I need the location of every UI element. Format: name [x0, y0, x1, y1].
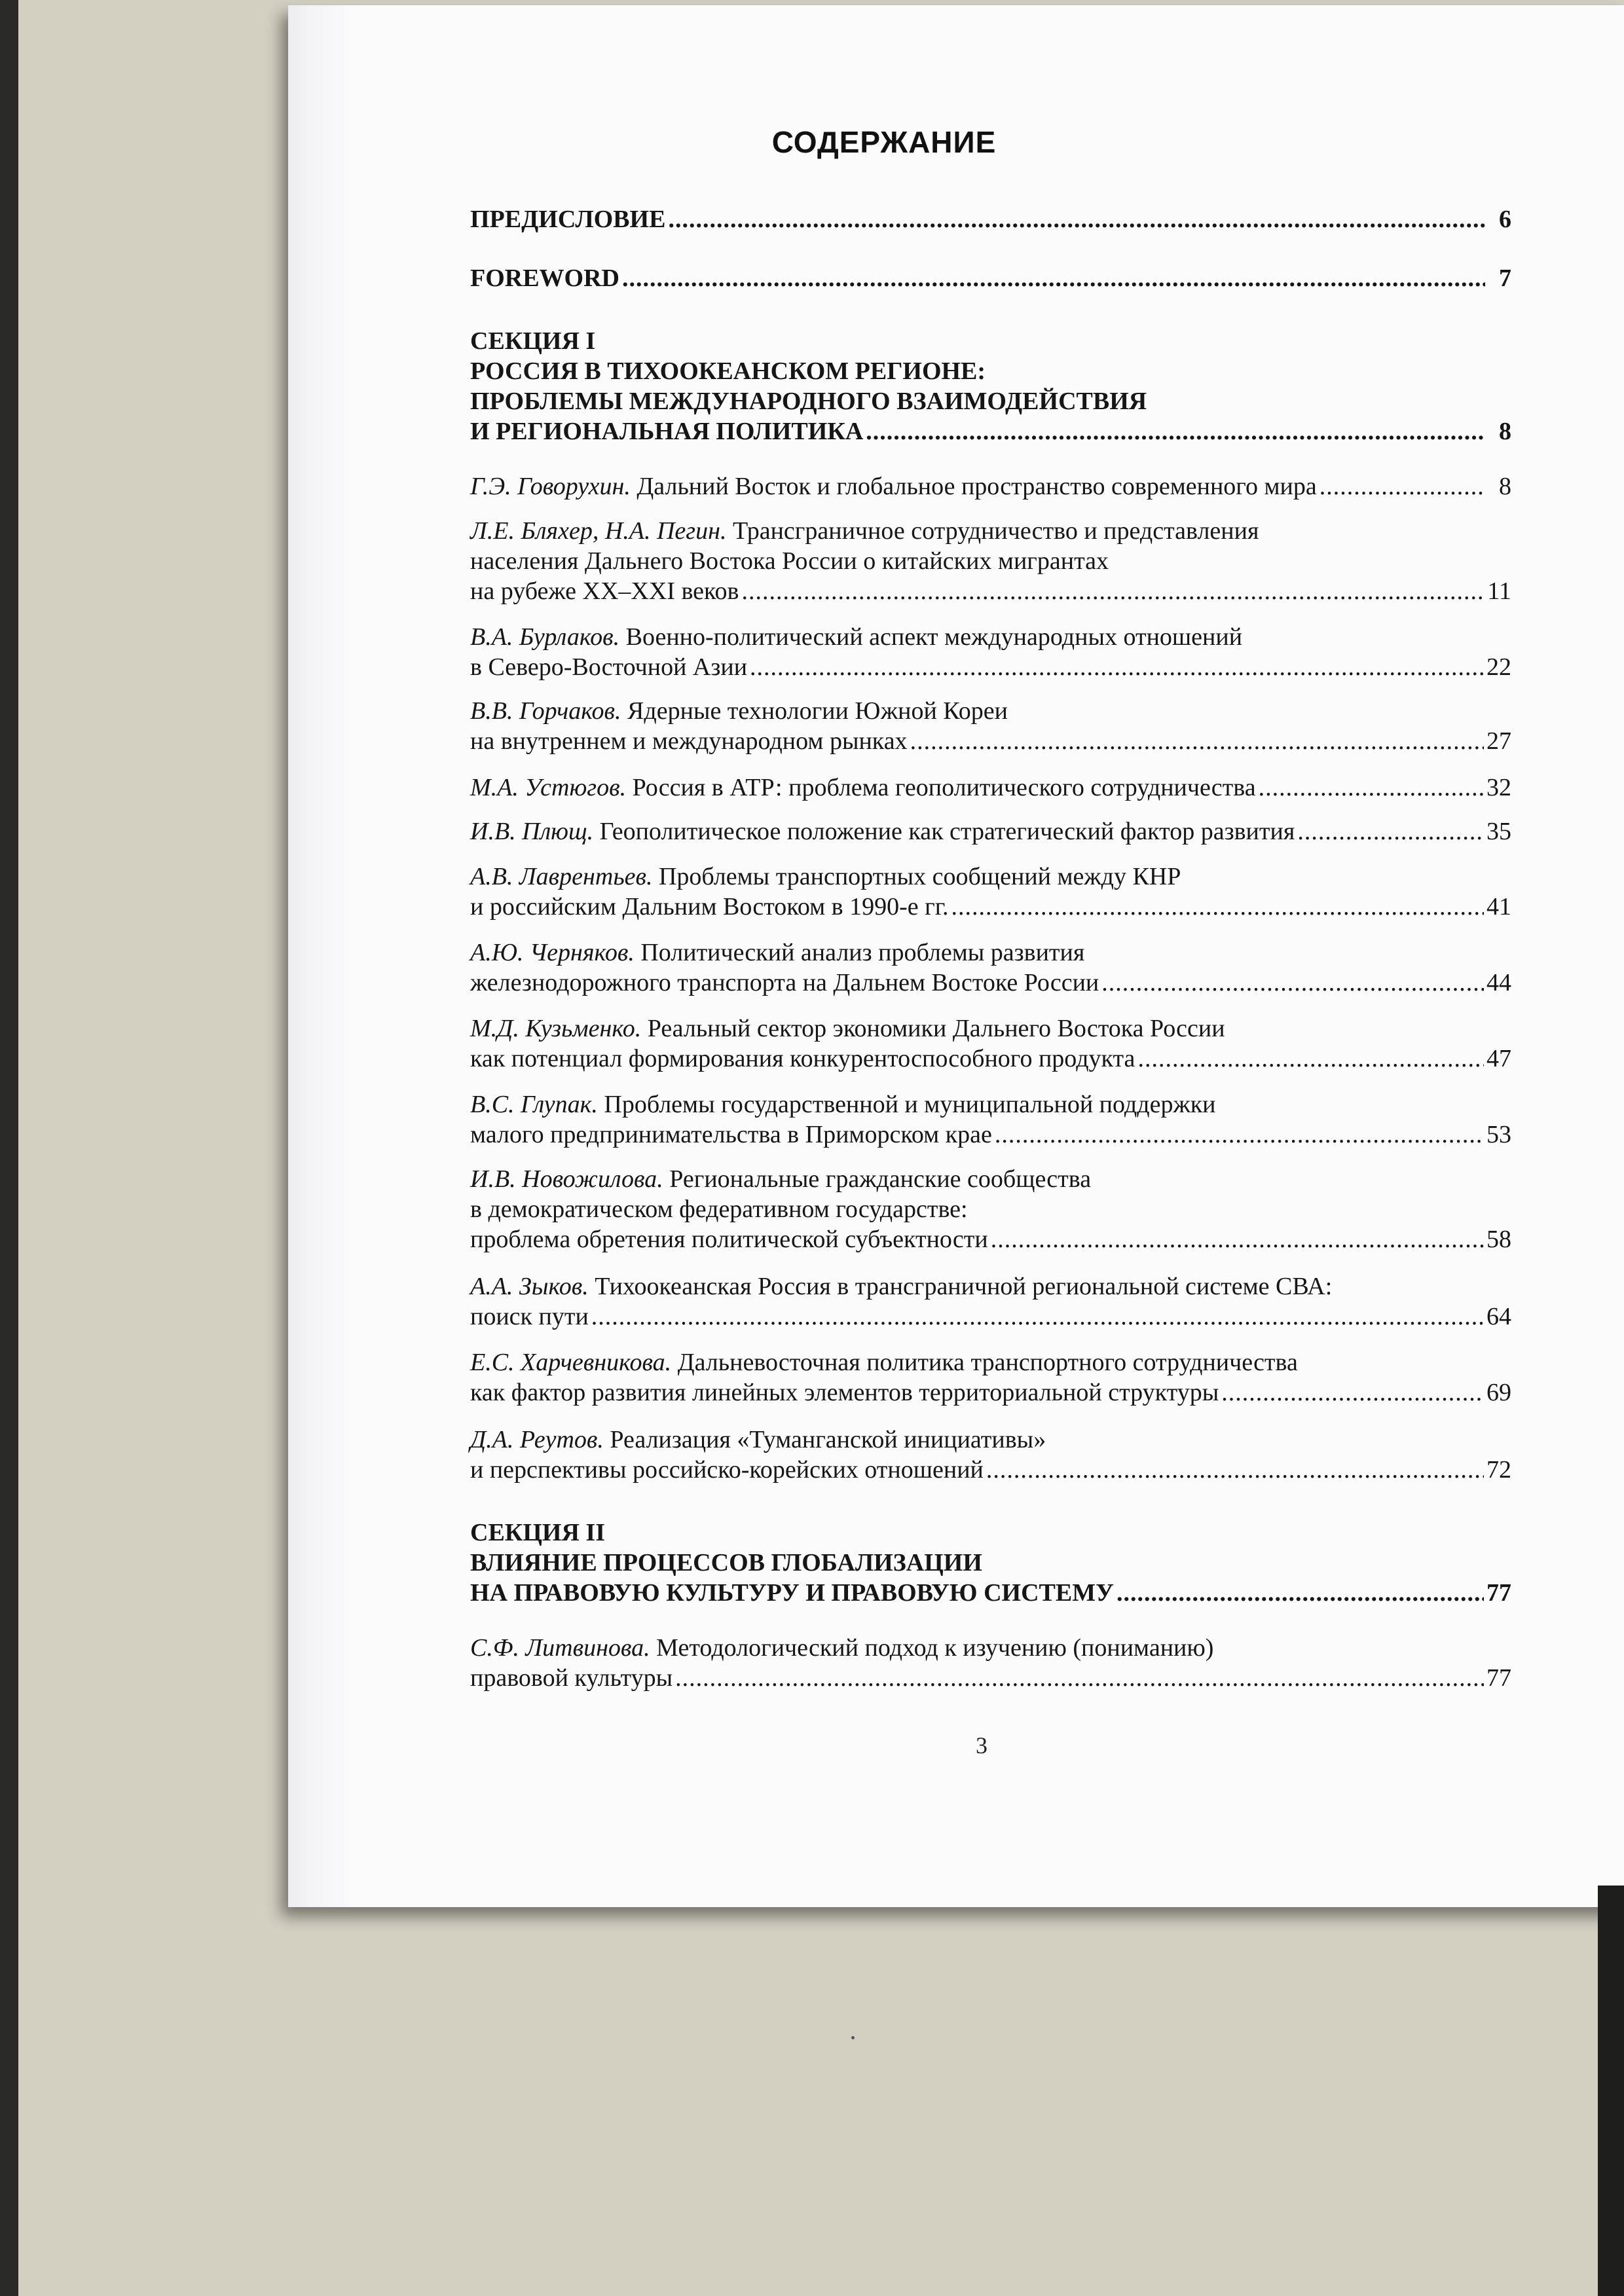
- entry-page: 8: [1499, 418, 1511, 445]
- dot-leader: [1116, 1578, 1484, 1608]
- entry-title-line: Трансграничное сотрудничество и представления: [726, 517, 1259, 545]
- entry-title: FOREWORD: [470, 264, 619, 292]
- entry-author: И.В. Новожилова.: [470, 1165, 663, 1193]
- entry-title: И РЕГИОНАЛЬНАЯ ПОЛИТИКА: [470, 418, 864, 445]
- entry-page: 69: [1486, 1379, 1511, 1406]
- entry-page: 11: [1487, 577, 1511, 605]
- dot-leader: [675, 1663, 1484, 1693]
- entry-title-line: населения Дальнего Востока России о китайских мигрантах: [470, 547, 1109, 575]
- dot-leader: [622, 263, 1485, 293]
- toc-entry: [470, 1347, 1511, 1408]
- entry-title-line: Региональные гражданские сообщества: [663, 1165, 1092, 1193]
- toc-section-2: [470, 1518, 1511, 1608]
- entry-title-line: на рубеже XX–XXI веков: [470, 577, 739, 605]
- entry-title-line: правовой культуры: [470, 1664, 673, 1692]
- entry-title-line: Тихоокеанская Россия в трансграничной региональной системе СВА:: [588, 1273, 1333, 1300]
- entry-page: 6: [1499, 206, 1511, 233]
- section-heading-line: ПРОБЛЕМЫ МЕЖДУНАРОДНОГО ВЗАИМОДЕЙСТВИЯ: [470, 388, 1147, 415]
- entry-title-line: проблема обретения политической субъектности: [470, 1226, 988, 1253]
- dot-leader: [1137, 1044, 1484, 1074]
- dot-leader: [1101, 968, 1484, 998]
- entry-title-line: Политический анализ проблемы развития: [634, 939, 1085, 966]
- entry-author: С.Ф. Литвинова.: [470, 1634, 650, 1662]
- entry-author: Д.А. Реутов.: [470, 1426, 604, 1453]
- entry-page: 8: [1499, 473, 1511, 500]
- toc-entry: [470, 1089, 1511, 1150]
- entry-title-line: Реальный сектор экономики Дальнего Востока России: [641, 1015, 1225, 1042]
- toc-entry: [470, 1425, 1511, 1485]
- dot-leader: [1221, 1377, 1484, 1408]
- dot-leader: [995, 1120, 1484, 1150]
- dot-leader: [986, 1455, 1484, 1485]
- toc-entry-foreword: [470, 263, 1511, 293]
- toc-entry: [470, 1271, 1511, 1332]
- entry-author: В.С. Глупак.: [470, 1091, 598, 1118]
- entry-title-line: малого предпринимательства в Приморском крае: [470, 1121, 992, 1148]
- entry-title-line: Военно-политический аспект международных отношений: [619, 623, 1243, 651]
- entry-author: А.А. Зыков.: [470, 1273, 589, 1300]
- toc-section-1: [470, 326, 1511, 446]
- entry-page: 44: [1486, 969, 1511, 996]
- dot-leader: [910, 726, 1484, 756]
- entry-title-line: Методологический подход к изучению (пониманию): [650, 1634, 1214, 1662]
- entry-title-line: и перспективы российско-корейских отношений: [470, 1456, 984, 1484]
- entry-author: В.В. Горчаков.: [470, 697, 621, 725]
- toc-entry: [470, 696, 1511, 756]
- entry-title-line: в Северо-Восточной Азии: [470, 653, 748, 681]
- dot-leader: [591, 1302, 1484, 1332]
- toc-entry: [470, 471, 1511, 501]
- entry-page: 7: [1499, 264, 1511, 292]
- entry-title-line: в демократическом федеративном государстве:: [470, 1195, 968, 1223]
- toc-entry: [470, 773, 1511, 803]
- entry-page: 41: [1486, 893, 1511, 920]
- entry-title-line: поиск пути: [470, 1303, 589, 1330]
- entry-page: 77: [1486, 1664, 1511, 1692]
- dot-leader: [866, 416, 1485, 446]
- dot-leader: [1297, 816, 1484, 847]
- entry-author: Е.С. Харчевникова.: [470, 1349, 672, 1376]
- dot-leader: [742, 576, 1485, 606]
- entry-title-line: на внутреннем и международном рынках: [470, 727, 908, 755]
- dot-leader: [750, 652, 1484, 682]
- dot-leader: [1320, 471, 1485, 501]
- entry-title-line: Реализация «Туманганской инициативы»: [603, 1426, 1046, 1453]
- entry-author: Г.Э. Говорухин.: [470, 473, 631, 500]
- section-heading-line: СЕКЦИЯ I: [470, 327, 596, 355]
- toc-entry: [470, 816, 1511, 847]
- section-heading-line: СЕКЦИЯ II: [470, 1519, 605, 1546]
- dot-leader: [668, 204, 1485, 234]
- dot-leader: [1259, 773, 1484, 803]
- entry-title-line: Дальневосточная политика транспортного сотрудничества: [671, 1349, 1298, 1376]
- toc-entry: [470, 1633, 1511, 1693]
- toc-entry: [470, 516, 1511, 606]
- entry-title-line: Проблемы государственной и муниципальной поддержки: [597, 1091, 1216, 1118]
- entry-title-line: как потенциал формирования конкурентоспособного продукта: [470, 1045, 1135, 1072]
- toc-entry: [470, 1013, 1511, 1074]
- toc-entry: [470, 1164, 1511, 1254]
- entry-author: Л.Е. Бляхер, Н.А. Пегин.: [470, 517, 727, 545]
- section-heading-line: ВЛИЯНИЕ ПРОЦЕССОВ ГЛОБАЛИЗАЦИИ: [470, 1549, 982, 1576]
- toc-entry: [470, 862, 1511, 922]
- dot-leader: [951, 892, 1485, 922]
- page-number: 3: [976, 1732, 987, 1758]
- entry-title: Россия в АТР: проблема геополитического сотрудничества: [626, 774, 1256, 801]
- entry-author: А.Ю. Черняков.: [470, 939, 635, 966]
- page-title: СОДЕРЖАНИЕ: [771, 125, 997, 159]
- entry-page: 58: [1486, 1226, 1511, 1253]
- entry-title-line: и российским Дальним Востоком в 1990-е гг.: [470, 893, 949, 920]
- toc-entry: [470, 622, 1511, 682]
- entry-page: 64: [1486, 1303, 1511, 1330]
- entry-title: ПРЕДИСЛОВИЕ: [470, 206, 666, 233]
- entry-title: Геополитическое положение как стратегический фактор развития: [593, 818, 1295, 845]
- entry-title: Дальний Восток и глобальное пространство современного мира: [630, 473, 1317, 500]
- entry-author: В.А. Бурлаков.: [470, 623, 620, 651]
- entry-page: 32: [1486, 774, 1511, 801]
- entry-title-line: Проблемы транспортных сообщений между КНР: [652, 863, 1181, 890]
- entry-title-line: железнодорожного транспорта на Дальнем Востоке России: [470, 969, 1099, 996]
- entry-title-line: как фактор развития линейных элементов территориальной структуры: [470, 1379, 1219, 1406]
- entry-page: 77: [1486, 1579, 1511, 1607]
- entry-title: НА ПРАВОВУЮ КУЛЬТУРУ И ПРАВОВУЮ СИСТЕМУ: [470, 1579, 1114, 1607]
- entry-author: М.Д. Кузьменко.: [470, 1015, 642, 1042]
- entry-page: 27: [1486, 727, 1511, 755]
- dot-leader: [991, 1224, 1484, 1254]
- entry-page: 72: [1486, 1456, 1511, 1484]
- entry-page: 53: [1486, 1121, 1511, 1148]
- toc-entry-preface: [470, 204, 1511, 234]
- section-heading-line: РОССИЯ В ТИХООКЕАНСКОМ РЕГИОНЕ:: [470, 357, 986, 385]
- entry-author: А.В. Лаврентьев.: [470, 863, 653, 890]
- entry-page: 22: [1486, 653, 1511, 681]
- entry-author: М.А. Устюгов.: [470, 774, 627, 801]
- entry-page: 47: [1486, 1045, 1511, 1072]
- toc-entry: [470, 938, 1511, 998]
- entry-author: И.В. Плющ.: [470, 818, 594, 845]
- entry-title-line: Ядерные технологии Южной Кореи: [621, 697, 1008, 725]
- entry-page: 35: [1486, 818, 1511, 845]
